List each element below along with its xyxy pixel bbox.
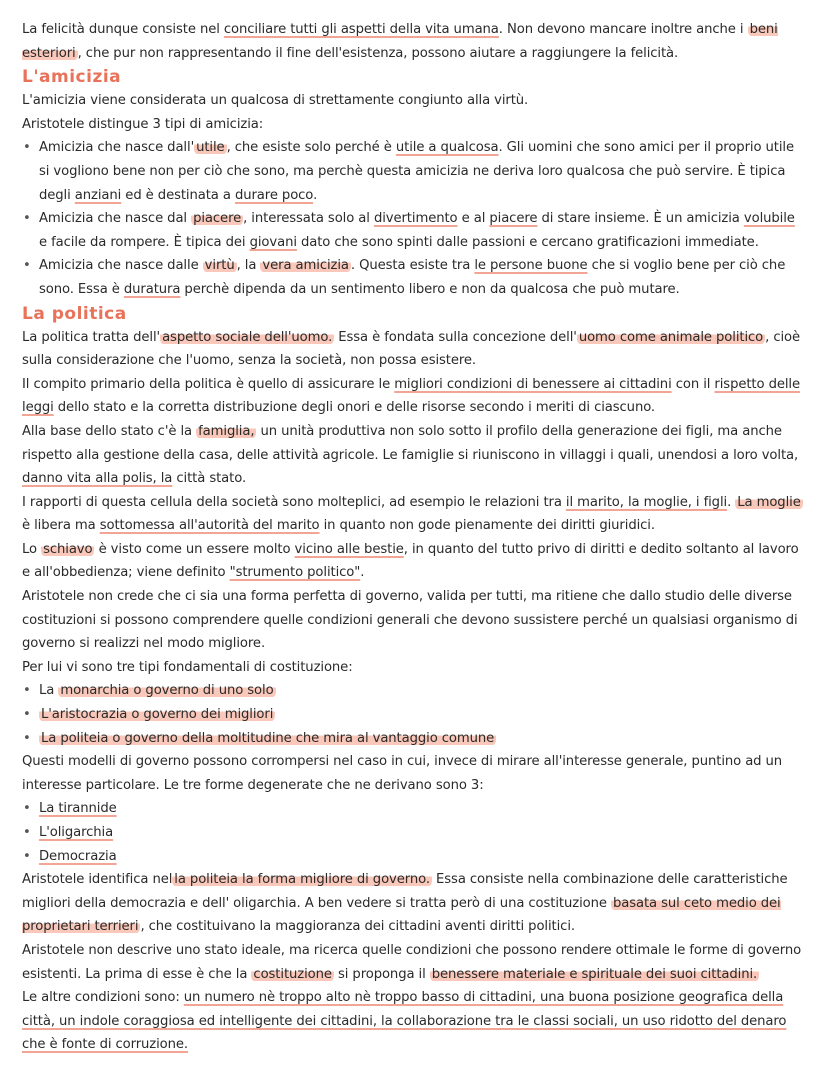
paragraph: Aristotele distingue 3 tipi di amicizia: <box>22 116 264 132</box>
section-title-politica: La politica <box>22 303 127 324</box>
paragraph: Aristotele non crede che ci sia una forma perfetta di governo, valida per tutti, ma ritiene che dallo studio delle diverse costituzioni si possono comprendere quelle condizioni generali che devono sussistere perché un qualsiasi organismo di governo si realizzi nel modo migliore. <box>22 589 798 652</box>
paragraph: Questi modelli di governo possono corrompersi nel caso in cui, invece di mirare all'interesse generale, puntino ad un interesse particolare. Le tre forme degenerate che ne derivano sono 3: <box>22 754 783 793</box>
intro-paragraph: La felicità dunque consiste nel conciliare tutti gli aspetti della vita umana. Non devono mancare inoltre anche i beni esteriori , che pur non rappresentando il fine dell'esistenza, possono aiutare a raggiungere la felicità. <box>22 22 778 61</box>
list-item: • La tirannide <box>22 797 804 821</box>
list-item: • Amicizia che nasce dalle virtù , la vera amicizia . Questa esiste tra le persone buone che si voglio bene per ciò che sono. Essa è duratura perchè dipenda da un sentimento libero e non da qualcosa che può mutare. <box>22 254 804 301</box>
section-title-amicizia: L'amicizia <box>22 67 122 88</box>
paragraph: Aristotele non descrive uno stato ideale, ma ricerca quelle condizioni che possono rendere ottimale le forme di governo esistenti. La prima di esse è che la costituzione si proponga il benessere materiale e spirituale dei suoi cittadini. <box>22 942 802 982</box>
friendship-types-list <box>22 136 804 301</box>
list-item: • Amicizia che nasce dall' utile , che esiste solo perché è utile a qualcosa. Gli uomini che sono amici per il proprio utile si vogliono bene non per ciò che sono, ma perchè questa amicizia ne deriva loro qualcosa che può servire. È tipica degli anziani ed è destinata a durare poco. <box>22 136 804 207</box>
paragraph: Alla base dello stato c'è la famiglia, un unità produttiva non solo sotto il profilo della generazione dei figli, ma anche rispetto alla gestione della casa, delle attività agricole. Le famiglie si riuniscono in villaggi i quali, unendosi a loro volta, danno vita alla polis, la città stato. <box>22 423 799 487</box>
list-item: • L'oligarchia <box>22 821 804 845</box>
underlined-text: conciliare tutti gli aspetti della vita umana <box>223 22 499 37</box>
paragraph: Lo schiavo è visto come un essere molto vicino alle bestie, in quanto del tutto privo di diritti e dedito soltanto al lavoro e all'obbedienza; viene definito "strumento politico". <box>22 541 799 581</box>
paragraph: Le altre condizioni sono: un numero nè troppo alto nè troppo basso di cittadini, una buona posizione geografica della città, un indole coraggiosa ed intelligente dei cittadini, la collaborazione tra le classi sociali, un uso ridotto del denaro che è fonte di corruzione. <box>22 990 787 1053</box>
highlighted-text: beni esteriori <box>22 22 778 61</box>
degenerate-forms-list <box>22 797 804 868</box>
list-item: • La politeia o governo della moltitudine che mira al vantaggio comune <box>22 727 804 751</box>
paragraph: I rapporti di questa cellula della società sono molteplici, ad esempio le relazioni tra il marito, la moglie, i figli. La moglie è libera ma sottomessa all'autorità del marito in quanto non gode pienamente dei diritti giuridici. <box>22 494 801 534</box>
paragraph: Per lui vi sono tre tipi fondamentali di costituzione: <box>22 659 353 675</box>
list-item: • Amicizia che nasce dal piacere , interessata solo al divertimento e al piacere di stare insieme. È un amicizia volubile e facile da rompere. È tipica dei giovani dato che sono spinti dalle passioni e cercano gratificazioni immediate. <box>22 207 804 254</box>
list-item: • La monarchia o governo di uno solo <box>22 679 804 703</box>
list-item: • L'aristocrazia o governo dei migliori <box>22 703 804 727</box>
paragraph: Aristotele identifica nel la politeia la forma migliore di governo. Essa consiste nella combinazione delle caratteristiche migliori della democrazia e dell' oligarchia. A ben vedere si tratta però di una costituzione basata sul ceto medio dei proprietari terrieri , che costituivano la maggioranza dei cittadini aventi diritti politici. <box>22 872 788 935</box>
paragraph: La politica tratta dell' aspetto sociale dell'uomo. Essa è fondata sulla concezione dell' uomo come animale politico , cioè sulla considerazione che l'uomo, senza la società, non possa esistere. <box>22 329 801 369</box>
constitution-forms-list <box>22 679 804 750</box>
paragraph: Il compito primario della politica è quello di assicurare le migliori condizioni di benessere ai cittadini con il rispetto delle leggi dello stato e la corretta distribuzione degli onori e delle risorse secondo i meriti di ciascuno. <box>22 376 800 416</box>
list-item: • Democrazia <box>22 845 804 869</box>
paragraph: L'amicizia viene considerata un qualcosa di strettamente congiunto alla virtù. <box>22 93 529 109</box>
